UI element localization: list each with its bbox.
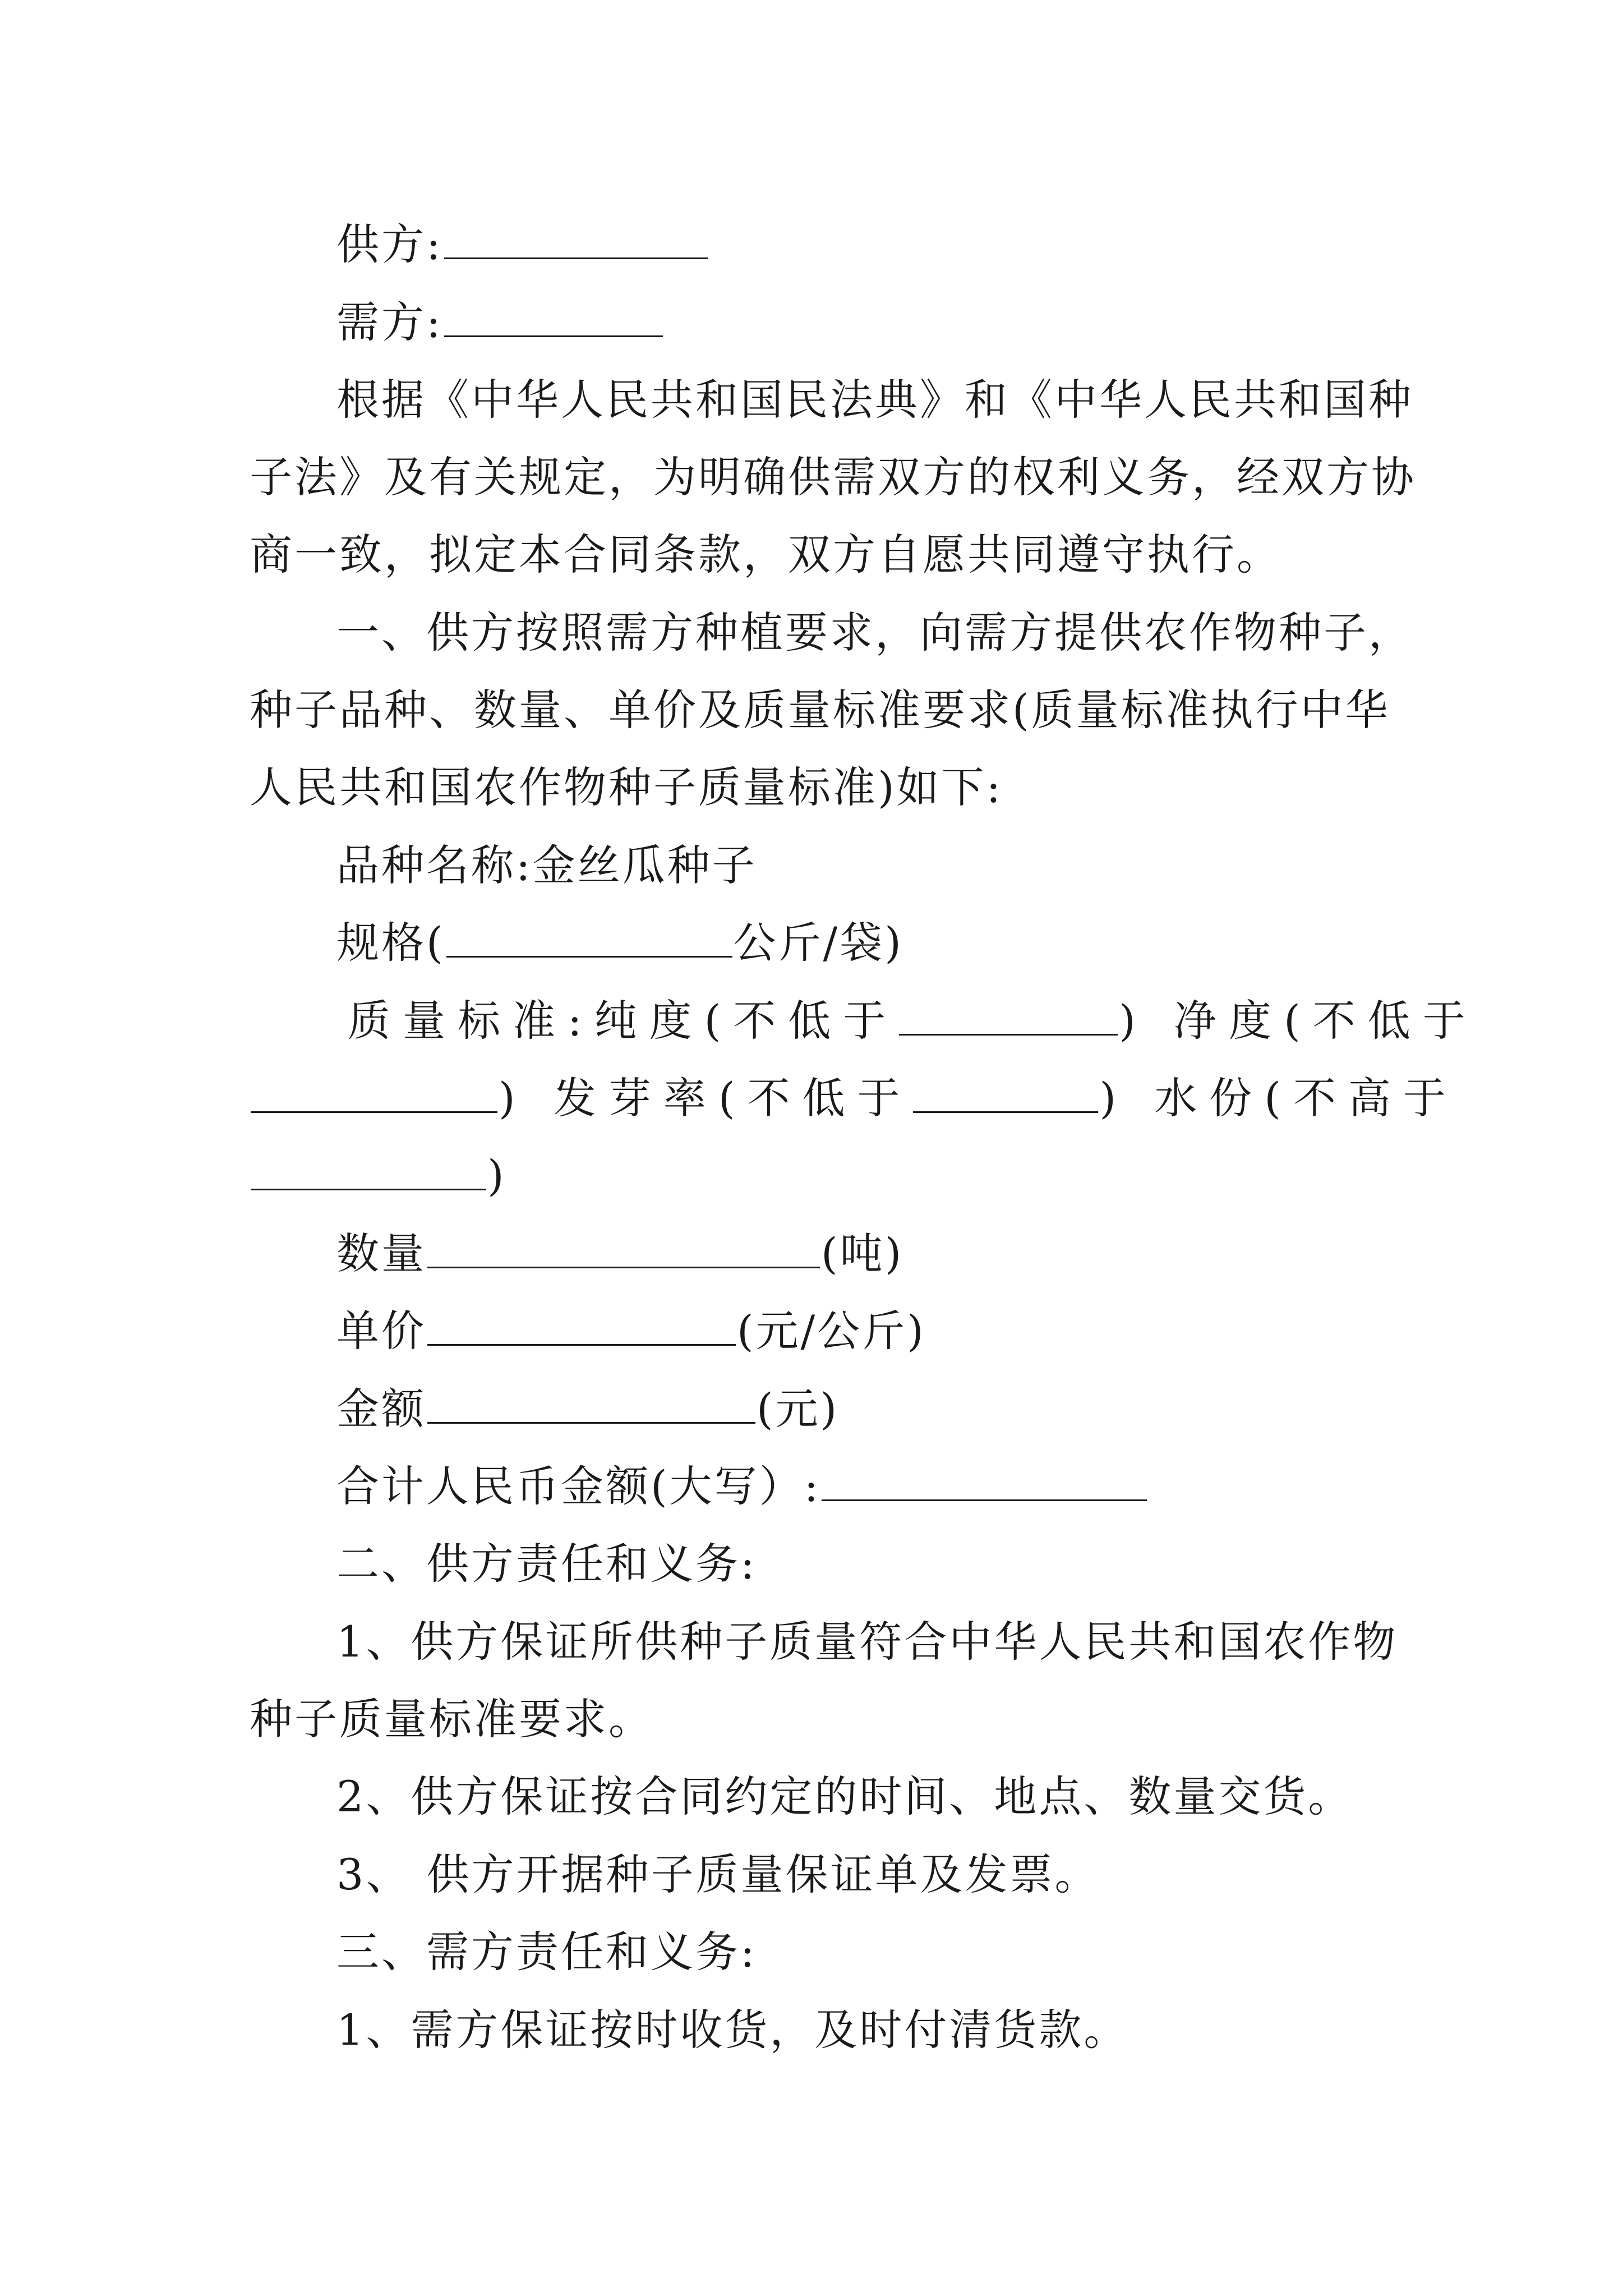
unit-price-line	[336, 1304, 1394, 1358]
amount-label: 金额	[336, 1384, 426, 1434]
quality-close-2: )	[499, 1073, 528, 1123]
quality-close-1: )	[1119, 996, 1148, 1046]
supplier-blank[interactable]	[444, 223, 708, 259]
total-blank[interactable]	[822, 1465, 1147, 1501]
supplier-line	[336, 218, 1394, 272]
quality-line-3	[250, 1149, 1394, 1203]
moisture-label: 水份(不高于	[1154, 1073, 1458, 1123]
clause3-heading: 三、需方责任和义务:	[336, 1927, 757, 1977]
germination-blank[interactable]	[913, 1076, 1098, 1113]
quantity-line	[336, 1227, 1394, 1281]
clause1-line-1: 一、供方按照需方种植要求，向需方提供农作物种子，	[336, 608, 1413, 657]
unit-price-blank[interactable]	[427, 1309, 736, 1346]
preamble-line-3: 商一致，拟定本合同条款，双方自愿共同遵守执行。	[250, 530, 1281, 579]
total-label: 合计人民币金额(大写）:	[336, 1461, 821, 1511]
total-line	[336, 1460, 1394, 1513]
quality-line-1	[348, 994, 1478, 1048]
spec-suffix: 公斤/袋)	[733, 918, 903, 968]
amount-unit: (元)	[757, 1384, 840, 1434]
quality-line-2	[250, 1071, 1458, 1125]
buyer-label: 需方:	[336, 297, 443, 347]
preamble-line-2: 子法》及有关规定，为明确供需双方的权利义务，经双方协	[250, 452, 1416, 502]
amount-blank[interactable]	[427, 1387, 755, 1424]
supplier-label: 供方:	[336, 219, 443, 269]
clause2-item1-line-2: 种子质量标准要求。	[250, 1694, 653, 1744]
quality-label: 质量标准:纯度(不低于	[348, 996, 898, 1046]
variety-line: 品种名称:金丝瓜种子	[336, 840, 757, 890]
preamble-line-1: 根据《中华人民共和国民法典》和《中华人民共和国种	[336, 375, 1413, 425]
net-purity-blank[interactable]	[251, 1076, 497, 1113]
moisture-blank[interactable]	[251, 1154, 486, 1190]
buyer-blank[interactable]	[444, 301, 663, 337]
germination-label: 发芽率(不低于	[553, 1073, 912, 1123]
unit-price-unit: (元/公斤)	[737, 1306, 926, 1356]
clause1-line-3: 人民共和国农作物种子质量标准)如下:	[250, 762, 1003, 812]
quality-close-4: )	[487, 1151, 506, 1200]
spec-line	[336, 916, 1394, 970]
clause2-item2: 2、供方保证按合同约定的时间、地点、数量交货。	[336, 1772, 1353, 1821]
spec-blank[interactable]	[446, 921, 732, 958]
quality-close-3: )	[1099, 1073, 1129, 1123]
purity-blank[interactable]	[899, 999, 1118, 1036]
buyer-line	[336, 296, 1394, 349]
clause2-heading: 二、供方责任和义务:	[336, 1539, 757, 1589]
net-purity-label: 净度(不低于	[1174, 996, 1478, 1046]
quantity-blank[interactable]	[427, 1232, 820, 1268]
unit-price-label: 单价	[336, 1306, 426, 1356]
amount-line	[336, 1382, 1394, 1436]
clause2-item1-line-1: 1、供方保证所供种子质量符合中华人民共和国农作物	[336, 1617, 1398, 1667]
quantity-label: 数量	[336, 1228, 426, 1278]
spec-prefix: 规格(	[336, 918, 445, 968]
clause3-item1: 1、需方保证按时收货，及时付清货款。	[336, 2005, 1129, 2055]
clause1-line-2: 种子品种、数量、单价及质量标准要求(质量标准执行中华	[250, 685, 1390, 735]
clause2-item3: 3、 供方开据种子质量保证单及发票。	[336, 1849, 1100, 1899]
quantity-unit: (吨)	[821, 1228, 904, 1278]
